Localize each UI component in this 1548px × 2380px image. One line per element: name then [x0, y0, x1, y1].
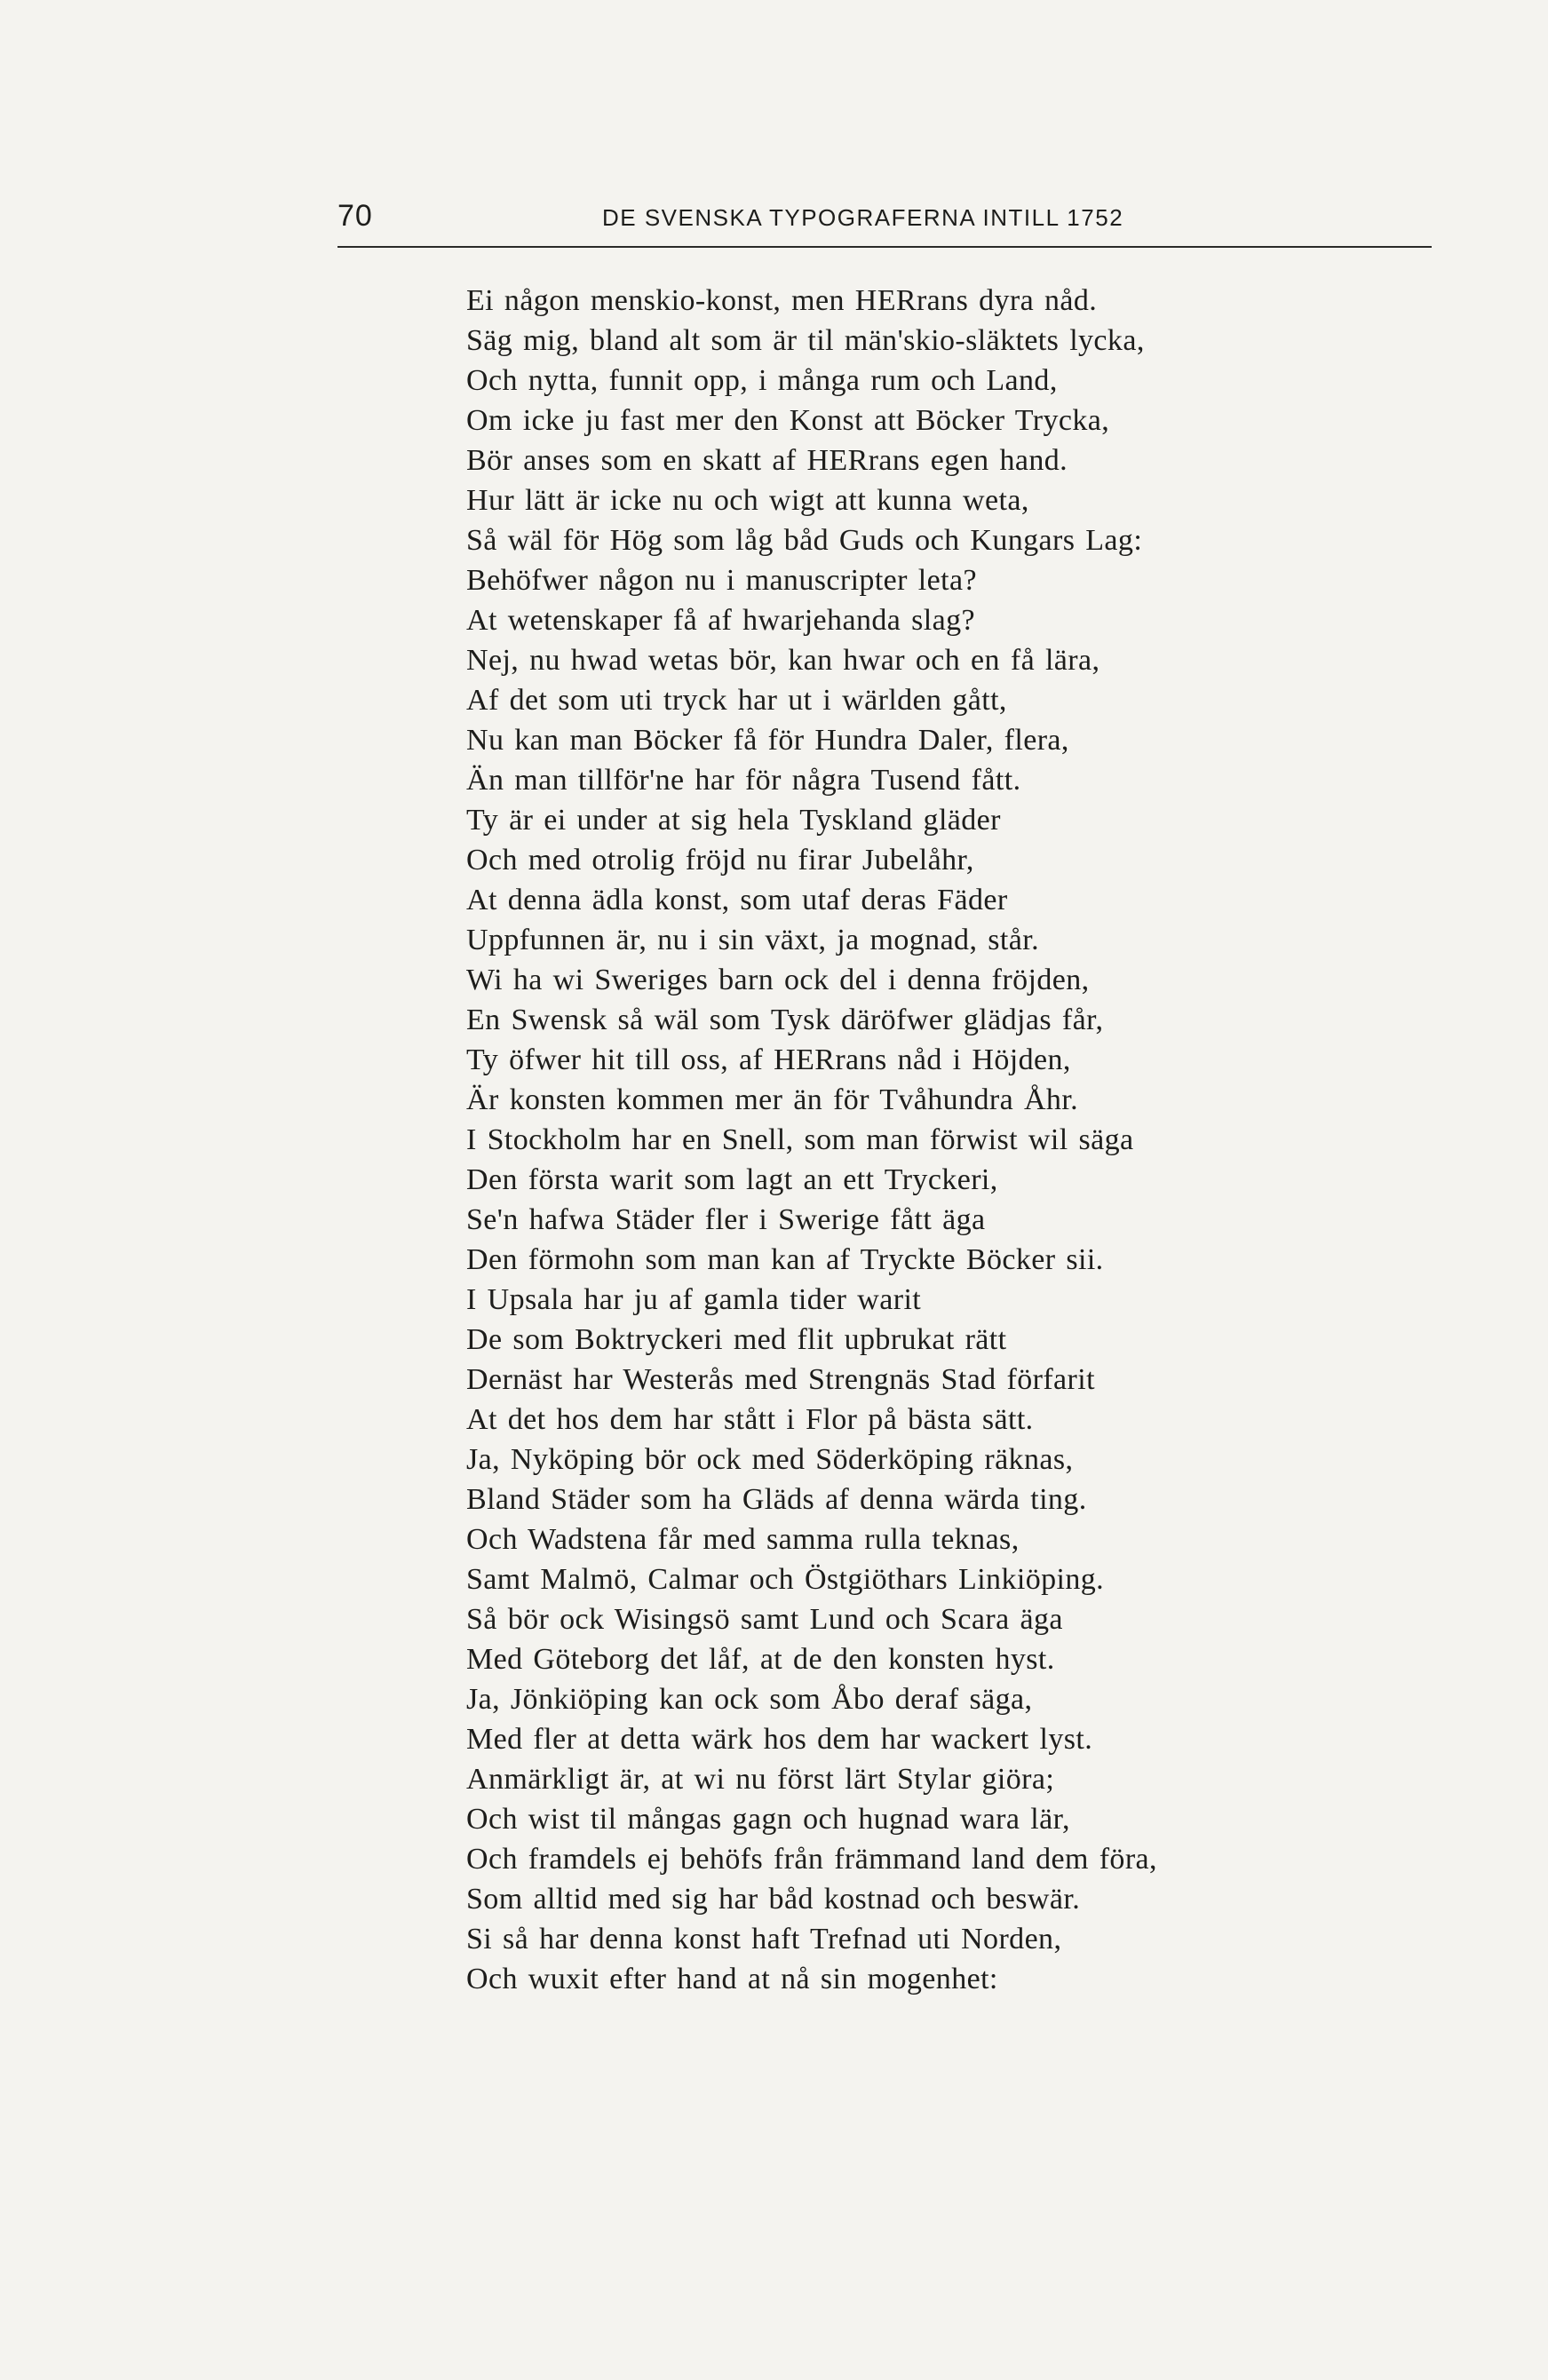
poem-line: Den förmohn som man kan af Tryckte Böcker sii. [466, 1243, 1104, 1276]
poem-line: Och Wadstena får med samma rulla teknas, [466, 1523, 1020, 1556]
poem-line: I Upsala har ju af gamla tider warit [466, 1283, 922, 1316]
poem-line: Uppfunnen är, nu i sin växt, ja mognad, står. [466, 924, 1039, 956]
page-number: 70 [337, 199, 373, 233]
poem-line: Än man tillför'ne har för några Tusend fått. [466, 764, 1021, 797]
poem-line: Så wäl för Hög som låg båd Guds och Kungars Lag: [466, 524, 1143, 557]
poem-text [466, 281, 1399, 1999]
poem-line: Om icke ju fast mer den Konst att Böcker Trycka, [466, 404, 1110, 437]
poem-line: Ja, Nyköping bör ock med Söderköping räknas, [466, 1443, 1074, 1476]
poem-line: Och framdels ej behöfs från främmand land dem föra, [466, 1843, 1157, 1876]
poem-line: Se'n hafwa Städer fler i Swerige fått äga [466, 1203, 986, 1236]
poem-line: Si så har denna konst haft Trefnad uti Norden, [466, 1923, 1062, 1956]
poem-line: Den första warit som lagt an ett Tryckeri, [466, 1163, 998, 1196]
header-rule [337, 246, 1432, 248]
poem-line: Med fler at detta wärk hos dem har wackert lyst. [466, 1723, 1093, 1756]
page-header [337, 195, 1432, 249]
poem-line: At wetenskaper få af hwarjehanda slag? [466, 604, 975, 637]
poem-line: Är konsten kommen mer än för Tvåhundra Åhr. [466, 1083, 1079, 1116]
poem-line: Ja, Jönkiöping kan ock som Åbo deraf säga, [466, 1683, 1033, 1716]
poem-line: Och wist til mångas gagn och hugnad wara lär, [466, 1803, 1070, 1836]
poem-line: Samt Malmö, Calmar och Östgiöthars Linkiöping. [466, 1563, 1105, 1596]
poem-line: Och nytta, funnit opp, i många rum och Land, [466, 364, 1058, 397]
poem-line: Ty är ei under at sig hela Tyskland gläder [466, 804, 1001, 837]
poem-line: Bör anses som en skatt af HERrans egen hand. [466, 444, 1068, 477]
running-title: DE SVENSKA TYPOGRAFERNA INTILL 1752 [602, 204, 1124, 231]
poem-line: Hur lätt är icke nu och wigt att kunna weta, [466, 484, 1029, 517]
poem-line: En Swensk så wäl som Tysk däröfwer glädjas får, [466, 1004, 1104, 1036]
poem-line: Med Göteborg det låf, at de den konsten hyst. [466, 1643, 1055, 1676]
poem-line: Dernäst har Westerås med Strengnäs Stad förfarit [466, 1363, 1095, 1396]
poem-line: Säg mig, bland alt som är til män'skio-släktets lycka, [466, 324, 1145, 357]
poem-line: Anmärkligt är, at wi nu först lärt Stylar giöra; [466, 1763, 1055, 1796]
poem-line: Bland Städer som ha Gläds af denna wärda ting. [466, 1483, 1087, 1516]
poem-line: Nu kan man Böcker få för Hundra Daler, flera, [466, 724, 1069, 757]
poem-line: Wi ha wi Sweriges barn ock del i denna fröjden, [466, 964, 1090, 996]
poem-line: Och med otrolig fröjd nu firar Jubelåhr, [466, 844, 974, 877]
poem-line: Ty öfwer hit till oss, af HERrans nåd i Höjden, [466, 1043, 1071, 1076]
poem-line: Som alltid med sig har båd kostnad och beswär. [466, 1883, 1081, 1916]
poem-line: I Stockholm har en Snell, som man förwist wil säga [466, 1123, 1134, 1156]
poem-line: Nej, nu hwad wetas bör, kan hwar och en få lära, [466, 644, 1100, 677]
poem-line: De som Boktryckeri med flit upbrukat rätt [466, 1323, 1007, 1356]
poem-line: Och wuxit efter hand at nå sin mogenhet: [466, 1963, 998, 1995]
poem-line: Så bör ock Wisingsö samt Lund och Scara äga [466, 1603, 1063, 1636]
poem-line: Ei någon menskio-konst, men HERrans dyra nåd. [466, 284, 1098, 317]
poem-line: At det hos dem har stått i Flor på bästa sätt. [466, 1403, 1034, 1436]
poem-line: Behöfwer någon nu i manuscripter leta? [466, 564, 977, 597]
poem-line: At denna ädla konst, som utaf deras Fäder [466, 884, 1008, 916]
poem-line: Af det som uti tryck har ut i wärlden gått, [466, 684, 1007, 717]
